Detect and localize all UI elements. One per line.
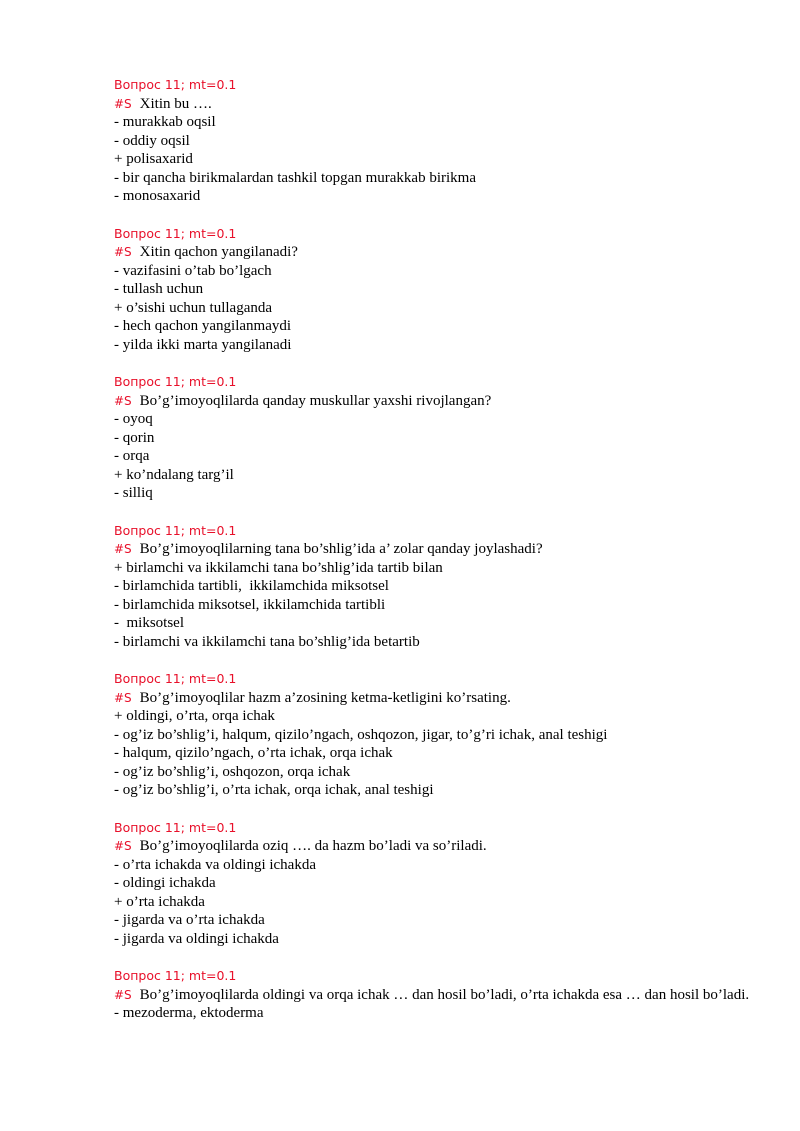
answer-option: + birlamchi va ikkilamchi tana bo’shlig’ida tartib bilan	[114, 559, 443, 576]
answer-option: - mezoderma, ektoderma	[114, 1005, 264, 1021]
answer-option: - vazifasini o’tab bo’lgach	[114, 262, 272, 279]
answer-option: - monosaxarid	[114, 188, 201, 204]
stem-text: Bo’g’imoyoqlilarda oldingi va orqa ichak … dan hosil bo’ladi, o’rta ichakda esa … dan hosil bo’ladi.	[139, 986, 750, 1003]
question-block	[114, 967, 760, 1023]
question-block	[114, 373, 760, 503]
answer-option: - yilda ikki marta yangilanadi	[114, 336, 292, 353]
answer-option: - o’rta ichakda va oldingi ichakda	[114, 856, 317, 873]
answer-option: - orqa	[114, 448, 150, 464]
answer-option: - og’iz bo’shlig’i, oshqozon, orqa ichak	[114, 763, 351, 780]
question-block	[114, 670, 760, 800]
answer-option: - qorin	[114, 429, 155, 446]
answer-option: - tullash uchun	[114, 281, 204, 297]
stem-tag: #S	[114, 987, 132, 1002]
stem-tag: #S	[114, 690, 132, 705]
question-stem	[114, 837, 760, 856]
question-stem	[114, 689, 760, 708]
answer-option: - oldingi ichakda	[114, 875, 216, 891]
answer-option: + polisaxarid	[114, 151, 193, 167]
question-block	[114, 819, 760, 949]
stem-tag: #S	[114, 542, 132, 556]
stem-tag: #S	[114, 393, 132, 408]
answer-option: + ko’ndalang targ’il	[114, 466, 234, 483]
answer-option: - jigarda va oldingi ichakda	[114, 930, 279, 947]
question-stem	[114, 540, 760, 559]
question-stem	[114, 243, 760, 262]
answer-option: - oyoq	[114, 411, 153, 427]
question-stem	[114, 392, 760, 411]
answer-option: - bir qancha birikmalardan tashkil topgan murakkab birikma	[114, 169, 476, 186]
stem-tag: #S	[114, 839, 132, 853]
answer-option: - birlamchi va ikkilamchi tana bo’shlig’ida betartib	[114, 633, 420, 650]
question-stem	[114, 95, 760, 114]
stem-tag: #S	[114, 96, 132, 111]
answer-option: + o’sishi uchun tullaganda	[114, 299, 273, 316]
stem-text: Bo’g’imoyoqlilar hazm a’zosining ketma-ketligini ko’rsating.	[139, 689, 511, 706]
answer-option: - oddiy oqsil	[114, 132, 190, 149]
question-header: Вопрос 11; mt=0.1	[114, 968, 237, 983]
stem-text: Xitin qachon yangilanadi?	[139, 244, 298, 260]
answer-option: - miksotsel	[114, 615, 184, 631]
answer-option: - birlamchida tartibli, ikkilamchida miksotsel	[114, 578, 389, 594]
answer-option: - og’iz bo’shlig’i, o’rta ichak, orqa ichak, anal teshigi	[114, 782, 434, 798]
stem-text: Xitin bu ….	[139, 95, 212, 112]
question-header: Вопрос 11; mt=0.1	[114, 77, 237, 92]
question-block	[114, 76, 760, 206]
answer-option: - murakkab oqsil	[114, 114, 216, 130]
question-header: Вопрос 11; mt=0.1	[114, 225, 237, 241]
answer-option: - hech qachon yangilanmaydi	[114, 318, 292, 334]
question-header: Вопрос 11; mt=0.1	[114, 671, 237, 686]
answer-option: - birlamchida miksotsel, ikkilamchida tartibli	[114, 596, 386, 613]
question-block	[114, 225, 760, 355]
answer-option: - silliq	[114, 485, 153, 501]
answer-option: - og’iz bo’shlig’i, halqum, qizilo’ngach, oshqozon, jigar, to’g’ri ichak, anal teshigi	[114, 726, 608, 743]
question-header: Вопрос 11; mt=0.1	[114, 819, 237, 835]
stem-tag: #S	[114, 245, 132, 259]
question-header: Вопрос 11; mt=0.1	[114, 374, 237, 389]
question-stem	[114, 986, 760, 1005]
stem-text: Bo’g’imoyoqlilarning tana bo’shlig’ida a’ zolar qanday joylashadi?	[139, 541, 543, 557]
answer-option: + o’rta ichakda	[114, 893, 205, 910]
answer-option: - jigarda va o’rta ichakda	[114, 912, 265, 928]
stem-text: Bo’g’imoyoqlilarda qanday muskullar yaxshi rivojlangan?	[139, 392, 492, 409]
stem-text: Bo’g’imoyoqlilarda oziq …. da hazm bo’ladi va so’riladi.	[139, 838, 487, 854]
answer-option: - halqum, qizilo’ngach, o’rta ichak, orqa ichak	[114, 745, 393, 761]
answer-option: + oldingi, o’rta, orqa ichak	[114, 708, 275, 724]
question-header: Вопрос 11; mt=0.1	[114, 522, 237, 538]
question-block	[114, 522, 760, 652]
